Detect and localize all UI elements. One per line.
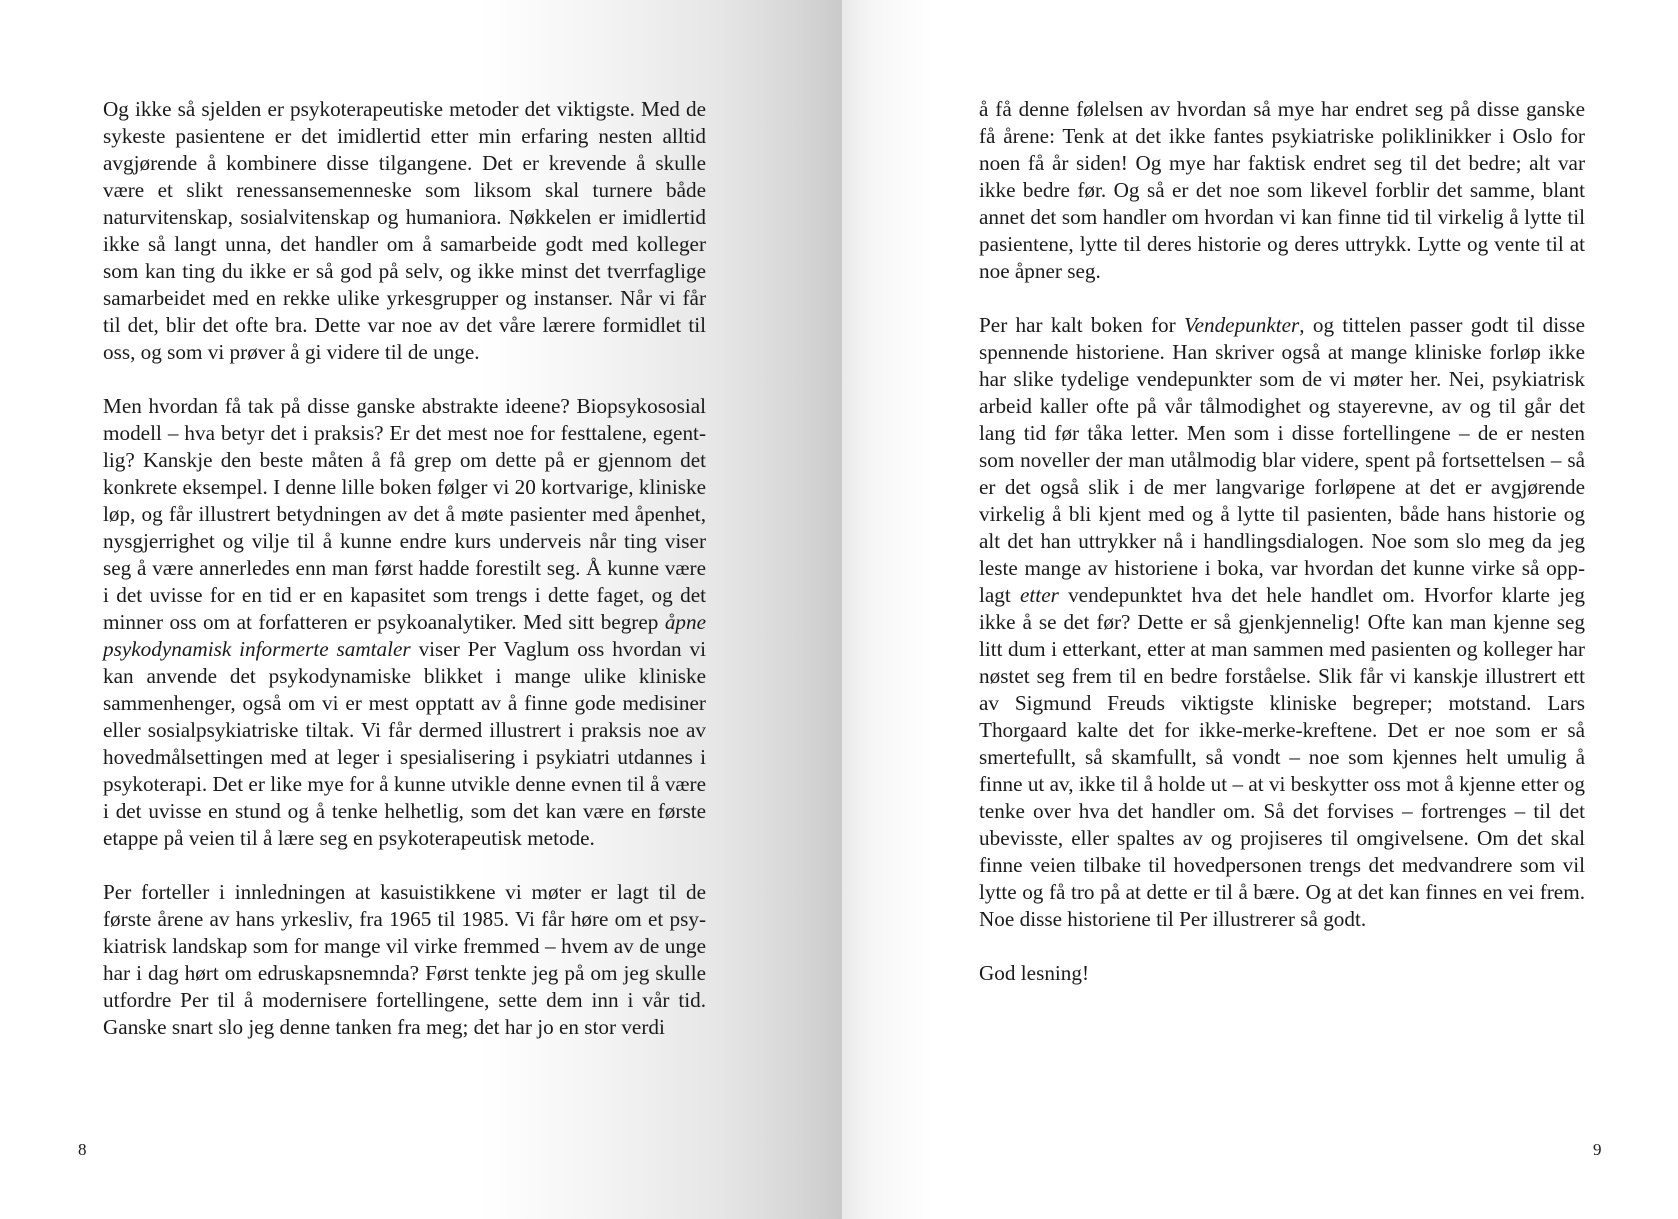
italic-text: etter xyxy=(1020,583,1059,607)
italic-text: åpne psykodynamisk informerte samtaler xyxy=(103,610,706,661)
text-run: God lesning! xyxy=(979,961,1090,985)
text-run: , og tittelen passer godt til disse spennende historiene. Han skriver også at mange kliniske forløp ikke har slike tydelige vendepunkter som de vi møter her. Nei, psykiatrisk arbeid kaller ofte på vår tålmodighet og stayerevne, av og til går det lang tid før tåka letter. Men som i disse fortellingene – de er nesten som noveller der man utålmodig blar videre, spent på fortsettelsen – så er det også slik i de mer langvarige forløpene at det er avgjørende virkelig å bli kjent med og å lytte til pasienten, både hans historie og alt det han uttrykker nå i handlingsdialogen. Noe som slo meg da jeg leste mange av historiene i boka, var hvordan det kunne virke så opplagt xyxy=(979,313,1585,607)
text-run: Per har kalt boken for xyxy=(979,313,1184,337)
text-run: vendepunktet hva det hele handlet om. Hvorfor klarte jeg ikke å se det før? Dette er så gjenkjennelig! Ofte kan man kjenne seg litt dum i etterkant, etter at man sammen med pasienten og kolleger har nøstet seg frem til en bedre forståelse. Slik får vi kanskje illustrert ett av Sigmund Freuds viktigste kliniske begreper; motstand. Lars Thorgaard kalte det for ikke-merke-kreftene. Det er noe som er så smertefullt, så skamfullt, så vondt – noe som kjennes helt umulig å finne ut av, ikke til å holde ut – at vi beskytter oss mot å kjenne etter og tenke over hva det handler om. Så det forvises – fortrenges – til det ubevisste, eller spaltes av og projiseres til omgivelsene. Om det skal finne veien tilbake til hovedpersonen trengs det medvandrere som vil lytte og få tro på at dette er til å bære. Og at det kan finnes en vei frem. Noe disse historiene til Per illustrerer så godt. xyxy=(979,583,1585,931)
right-page xyxy=(842,0,1678,1219)
paragraph xyxy=(979,312,1585,933)
text-run: Og ikke så sjelden er psykoterapeutiske metoder det viktigste. Med de sykeste pasientene er det imidlertid etter min erfaring nesten alltid avgjørende å kombinere disse tilgangene. Det er krevende å skulle være et slikt renessansemenneske som liksom skal turnere både naturvitenskap, sosialvitenskap og humaniora. Nøkkelen er imidlertid ikke så langt unna, det handler om å samarbeide godt med kolleger som kan ting du ikke er så god på selv, og ikke minst det tverrfaglige samarbeidet med en rekke ulike yrkesgrupper og instanser. Når vi får til det, blir det ofte bra. Dette var noe av det våre lærere formidlet til oss, og som vi prøver å gi videre til de unge. xyxy=(103,97,706,364)
page-number: 8 xyxy=(78,1140,87,1159)
text-run: å få denne følelsen av hvordan så mye har endret seg på disse ganske få årene: Tenk at det ikke fantes psykiatriske poliklinikker i Oslo for noen få år siden! Og mye har faktisk endret seg til det bedre; alt var ikke bedre før. Og så er det noe som likevel forblir det samme, blant annet det som handler om hvordan vi kan finne tid til virkelig å lytte til pasientene, lytte til deres historie og deres uttrykk. Lytte og vente til at noe åpner seg. xyxy=(979,97,1585,283)
italic-text: Vendepunkter xyxy=(1183,313,1300,337)
page-number: 9 xyxy=(1593,1140,1602,1159)
paragraph xyxy=(103,96,706,366)
text-run: viser Per Vaglum oss hvordan vi kan anvende det psykodynamiske blikket i mange ulike kliniske sammenhenger, også om vi er mest opptatt av å finne gode medisiner eller sosialpsykiatriske tiltak. Vi får dermed illustrert i praksis noe av hovedmålsettingen med at leger i spesialisering i psykiatri utdannes i psykoterapi. Det er like mye for å kunne utvikle denne evnen til å være i det uvisse en stund og å tenke helhetlig, som det kan være en første etappe på veien til å lære seg en psykoterapeutisk metode. xyxy=(103,637,706,850)
paragraph xyxy=(979,96,1585,285)
text-run: Per forteller i innledningen at kasuistikkene vi møter er lagt til de første årene av hans yrkesliv, fra 1965 til 1985. Vi får høre om et psykiatrisk landskap som for mange vil virke fremmed – hvem av de unge har i dag hørt om edruskapsnemnda? Først tenkte jeg på om jeg skulle utfordre Per til å modernisere fortellingene, sette dem inn i vår tid. Ganske snart slo jeg denne tanken fra meg; det har jo en stor verdi xyxy=(103,880,706,1039)
right-page-text xyxy=(979,96,1585,1014)
text-run: Men hvordan få tak på disse ganske abstrakte ideene? Biopsykososial modell – hva betyr det i praksis? Er det mest noe for festtalene, egentlig? Kanskje den beste måten å få grep om dette på er gjennom det konkrete eksempel. I denne lille boken følger vi 20 kortvarige, kliniske løp, og får illustrert betydningen av det å møte pasienter med åpenhet, nysgjerrighet og vilje til å kunne endre kurs underveis når ting viser seg å være annerledes enn man først hadde forestilt seg. Å kunne være i det uvisse for en tid er en kapasitet som trengs i dette faget, og det minner oss om at forfatteren er psykoanalytiker. Med sitt begrep xyxy=(103,394,706,634)
paragraph xyxy=(103,879,706,1041)
left-page-text xyxy=(103,96,706,1068)
paragraph xyxy=(979,960,1585,987)
paragraph xyxy=(103,393,706,852)
